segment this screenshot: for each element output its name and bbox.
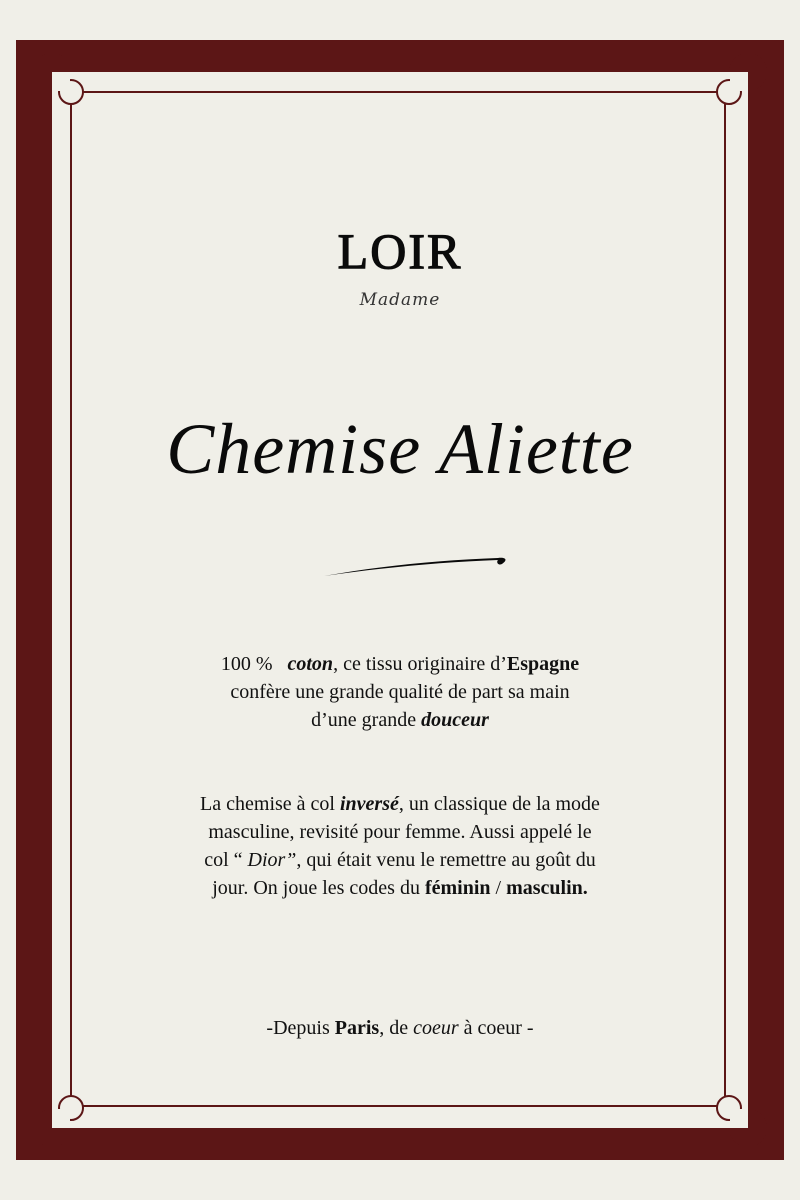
emphasis-masculin: masculin.	[506, 877, 588, 899]
emphasis-coton: coton	[287, 653, 334, 675]
fabric-description	[0, 650, 800, 734]
brand-logo: LOIR	[337, 223, 463, 279]
text: masculine, revisité pour femme. Aussi appelé le	[208, 821, 592, 843]
text: , qui était venu le remettre au goût du	[296, 849, 596, 871]
text: jour. On joue les codes du	[212, 877, 425, 899]
text: , de	[379, 1017, 414, 1039]
emphasis-espagne: Espagne	[506, 653, 580, 675]
product-title: Chemise Aliette	[166, 409, 634, 489]
emphasis-inverse: inversé	[339, 793, 399, 815]
text: La chemise à col	[200, 793, 340, 815]
brand-tagline: Madame	[359, 290, 441, 310]
emphasis-douceur: douceur	[421, 709, 489, 731]
emphasis-dior: Dior”	[247, 849, 297, 871]
text: d’une grande	[311, 709, 422, 731]
text: 100 %	[220, 653, 288, 675]
style-description	[0, 790, 800, 902]
text: , ce tissu originaire d’	[333, 653, 507, 675]
emphasis-coeur: coeur	[413, 1017, 459, 1039]
text: confère une grande qualité de part sa main	[230, 681, 570, 703]
text: -Depuis	[266, 1017, 335, 1039]
text: col “	[204, 849, 248, 871]
footer-tagline	[0, 1014, 800, 1042]
emphasis-paris: Paris	[334, 1017, 380, 1039]
text: /	[490, 877, 507, 899]
emphasis-feminin: féminin	[424, 877, 491, 899]
swash-divider-icon	[320, 548, 510, 580]
text: à coeur -	[458, 1017, 534, 1039]
text: , un classique de la mode	[398, 793, 600, 815]
